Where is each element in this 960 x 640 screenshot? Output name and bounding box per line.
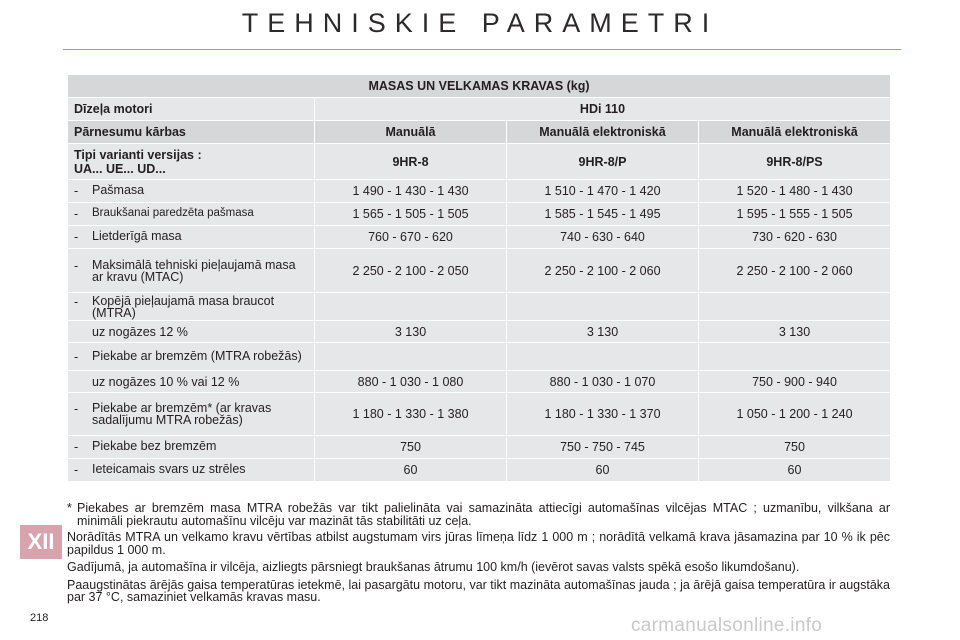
row-value: 880 - 1 030 - 1 070 <box>507 371 699 393</box>
row-label <box>68 343 315 371</box>
row-label <box>68 226 315 249</box>
row-value <box>699 293 891 321</box>
row-dash: - <box>74 402 79 416</box>
table-row <box>68 321 891 343</box>
row-dash <box>74 326 92 338</box>
row-value: 60 <box>507 459 699 482</box>
row-value: 1 585 - 1 545 - 1 495 <box>507 203 699 226</box>
row-value <box>315 343 507 371</box>
row-value <box>507 343 699 371</box>
row-value: 1 510 - 1 470 - 1 420 <box>507 180 699 203</box>
row-label-text: Maksimālā tehniski pieļaujamā masa ar kravu (MTAC) <box>92 257 296 284</box>
gearbox-cell: Manuālā elektroniskā <box>507 121 699 144</box>
row-dash: - <box>74 440 79 454</box>
watermark: carmanualsonline.info <box>631 615 823 636</box>
row-value: 1 180 - 1 330 - 1 370 <box>507 393 699 436</box>
row-label <box>68 459 315 482</box>
row-label <box>68 321 315 343</box>
row-dash: - <box>74 184 79 198</box>
gearbox-label: Pārnesumu kārbas <box>68 121 315 144</box>
row-value: 1 520 - 1 480 - 1 430 <box>699 180 891 203</box>
table-row <box>68 226 891 249</box>
table-row <box>68 249 891 293</box>
row-dash: - <box>74 349 79 364</box>
row-dash: - <box>74 207 79 221</box>
row-value: 740 - 630 - 640 <box>507 226 699 249</box>
table-caption: MASAS UN VELKAMAS KRAVAS (kg) <box>68 75 891 98</box>
row-value: 60 <box>699 459 891 482</box>
table-row <box>68 203 891 226</box>
row-label <box>68 371 315 393</box>
engine-value: HDi 110 <box>315 98 891 121</box>
row-value: 750 - 750 - 745 <box>507 436 699 459</box>
row-value: 1 180 - 1 330 - 1 380 <box>315 393 507 436</box>
row-label-text: Piekabe ar bremzēm (MTRA robežās) <box>92 348 302 363</box>
footnote-text: Piekabes ar bremzēm masa MTRA robežās var tikt palielināta vai samazināta attiecīgi automašīnas vilcējas MTAC ; uzmanību, vilkšana ar minimāli piekrautu automašīnu vilcēju var mazināt tās stabilitāti uz ceļa. <box>77 501 890 528</box>
row-value: 3 130 <box>315 321 507 343</box>
variants-label <box>68 144 315 180</box>
row-dash: - <box>74 463 79 477</box>
table-row <box>68 371 891 393</box>
table-row <box>68 293 891 321</box>
variants-label-line: Tipi varianti versijas : <box>74 147 202 162</box>
row-label-text: Lietderīgā masa <box>92 229 182 243</box>
row-value: 760 - 670 - 620 <box>315 226 507 249</box>
row-value: 2 250 - 2 100 - 2 060 <box>507 249 699 293</box>
table-row <box>68 343 891 371</box>
row-dash: - <box>74 258 79 273</box>
row-value: 750 - 900 - 940 <box>699 371 891 393</box>
row-value: 60 <box>315 459 507 482</box>
row-label-text: Piekabe bez bremzēm <box>92 439 217 453</box>
row-value: 1 490 - 1 430 - 1 430 <box>315 180 507 203</box>
variant-cell: 9HR-8/PS <box>699 144 891 180</box>
variants-label-line: UA... UE... UD... <box>74 161 166 176</box>
engine-label: Dīzeļa motori <box>68 98 315 121</box>
paragraph: Norādītās MTRA un velkamo kravu vērtības atbilst augstumam virs jūras līmeņa līdz 1 000 m ; norādītā velkamā krava jāsamazina par 10 % ik pēc papildus 1 000 m. <box>67 530 890 557</box>
row-value <box>699 343 891 371</box>
title-divider <box>63 49 901 50</box>
mass-table <box>67 74 891 482</box>
page-title: TEHNISKIE PARAMETRI <box>241 8 719 38</box>
row-dash: - <box>74 294 79 309</box>
footnote-star: * <box>67 501 72 515</box>
gearbox-cell: Manuālā elektroniskā <box>699 121 891 144</box>
row-dash: - <box>74 230 79 244</box>
row-label-text: Ieteicamais svars uz strēles <box>92 462 246 476</box>
page-number: 218 <box>30 612 49 624</box>
table-row <box>68 180 891 203</box>
row-value: 1 565 - 1 505 - 1 505 <box>315 203 507 226</box>
chapter-tab: XII <box>20 525 62 559</box>
row-value: 750 <box>699 436 891 459</box>
gearbox-cell: Manuālā <box>315 121 507 144</box>
row-label-text: Kopējā pieļaujamā masa braucot (MTRA) <box>92 293 275 320</box>
row-label <box>68 293 315 321</box>
row-label <box>68 393 315 436</box>
row-label-text: Braukšanai paredzēta pašmasa <box>92 207 254 219</box>
row-value: 3 130 <box>699 321 891 343</box>
row-value <box>315 293 507 321</box>
paragraph: Paaugstinātas ārējās gaisa temperatūras ietekmē, lai pasargātu motoru, var tikt mazināta automašīnas jauda ; ja ārējā gaisa temperatūra ir augstāka par 37 °C, samaziniet velkamās kravas masu. <box>67 577 890 604</box>
notes-section <box>67 502 890 609</box>
row-label-text: Pašmasa <box>92 183 145 197</box>
row-label-text: uz nogāzes 10 % vai 12 % <box>92 374 240 389</box>
row-value: 730 - 620 - 630 <box>699 226 891 249</box>
row-label <box>68 203 315 226</box>
row-value: 880 - 1 030 - 1 080 <box>315 371 507 393</box>
row-value: 2 250 - 2 100 - 2 050 <box>315 249 507 293</box>
variant-cell: 9HR-8 <box>315 144 507 180</box>
row-value: 750 <box>315 436 507 459</box>
table-row <box>68 436 891 459</box>
table-row <box>68 459 891 482</box>
paragraph: Gadījumā, ja automašīna ir vilcēja, aizliegts pārsniegt braukšanas ātrumu 100 km/h (ievērot savas valsts spēkā esošo likumdošanu). <box>67 560 800 574</box>
table-row <box>68 393 891 436</box>
row-label <box>68 436 315 459</box>
row-label-text: uz nogāzes 12 % <box>92 324 188 339</box>
row-label <box>68 180 315 203</box>
row-label-text: Piekabe ar bremzēm* (ar kravas sadalījumu MTRA robežās) <box>92 401 272 427</box>
row-value: 1 595 - 1 555 - 1 505 <box>699 203 891 226</box>
footnote <box>67 502 890 527</box>
row-value: 1 050 - 1 200 - 1 240 <box>699 393 891 436</box>
row-value <box>507 293 699 321</box>
row-label <box>68 249 315 293</box>
variant-cell: 9HR-8/P <box>507 144 699 180</box>
row-value: 2 250 - 2 100 - 2 060 <box>699 249 891 293</box>
row-dash <box>74 376 92 388</box>
row-value: 3 130 <box>507 321 699 343</box>
